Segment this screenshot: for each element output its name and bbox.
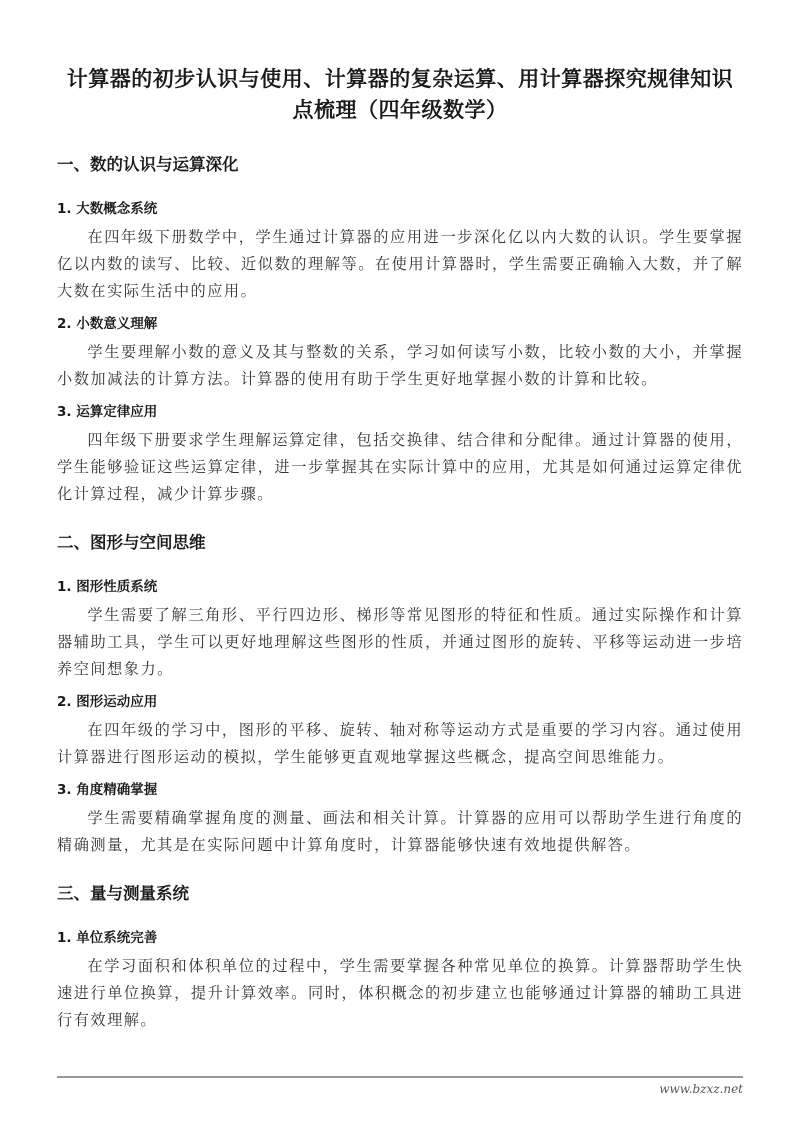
subsection-heading: 1. 图形性质系统 — [57, 579, 158, 595]
paragraph: 学生需要精确掌握角度的测量、画法和相关计算。计算器的应用可以帮助学生进行角度的精确测量，尤其是在实际问题中计算角度时，计算器能够快速有效地提供解答。 — [57, 809, 743, 854]
paragraph: 四年级下册要求学生理解运算定律，包括交换律、结合律和分配律。通过计算器的使用，学生能够验证这些运算定律，进一步掌握其在实际计算中的应用，尤其是如何通过运算定律优化计算过程，减少计算步骤。 — [57, 431, 743, 503]
subsection-heading: 1. 大数概念系统 — [57, 201, 158, 217]
subsection-heading: 3. 角度精确掌握 — [57, 782, 158, 798]
document-title: 计算器的初步认识与使用、计算器的复杂运算、用计算器探究规律知识点梳理（四年级数学） — [66, 67, 734, 122]
paragraph: 学生需要了解三角形、平行四边形、梯形等常见图形的特征和性质。通过实际操作和计算器辅助工具，学生可以更好地理解这些图形的性质，并通过图形的旋转、平移等运动进一步培养空间想象力。 — [57, 606, 743, 678]
section-heading: 一、数的认识与运算深化 — [57, 155, 239, 174]
paragraph: 学生要理解小数的意义及其与整数的关系，学习如何读写小数，比较小数的大小，并掌握小数加减法的计算方法。计算器的使用有助于学生更好地掌握小数的计算和比较。 — [57, 343, 743, 388]
subsection-heading: 2. 图形运动应用 — [57, 694, 158, 710]
section-heading: 二、图形与空间思维 — [57, 533, 206, 552]
footer-divider — [57, 1076, 743, 1078]
subsection-heading: 1. 单位系统完善 — [57, 930, 158, 946]
subsection-heading: 2. 小数意义理解 — [57, 316, 158, 332]
document-body — [57, 64, 743, 1044]
paragraph: 在四年级下册数学中，学生通过计算器的应用进一步深化亿以内大数的认识。学生要掌握亿以内数的读写、比较、近似数的理解等。在使用计算器时，学生需要正确输入大数，并了解大数在实际生活中的应用。 — [57, 228, 743, 300]
paragraph: 在学习面积和体积单位的过程中，学生需要掌握各种常见单位的换算。计算器帮助学生快速进行单位换算，提升计算效率。同时，体积概念的初步建立也能够通过计算器的辅助工具进行有效理解。 — [57, 957, 743, 1029]
subsection-heading: 3. 运算定律应用 — [57, 404, 158, 420]
footer-url: www.bzxz.net — [659, 1082, 743, 1096]
paragraph: 在四年级的学习中，图形的平移、旋转、轴对称等运动方式是重要的学习内容。通过使用计算器进行图形运动的模拟，学生能够更直观地掌握这些概念，提高空间思维能力。 — [57, 721, 743, 766]
section-heading: 三、量与测量系统 — [57, 884, 189, 903]
